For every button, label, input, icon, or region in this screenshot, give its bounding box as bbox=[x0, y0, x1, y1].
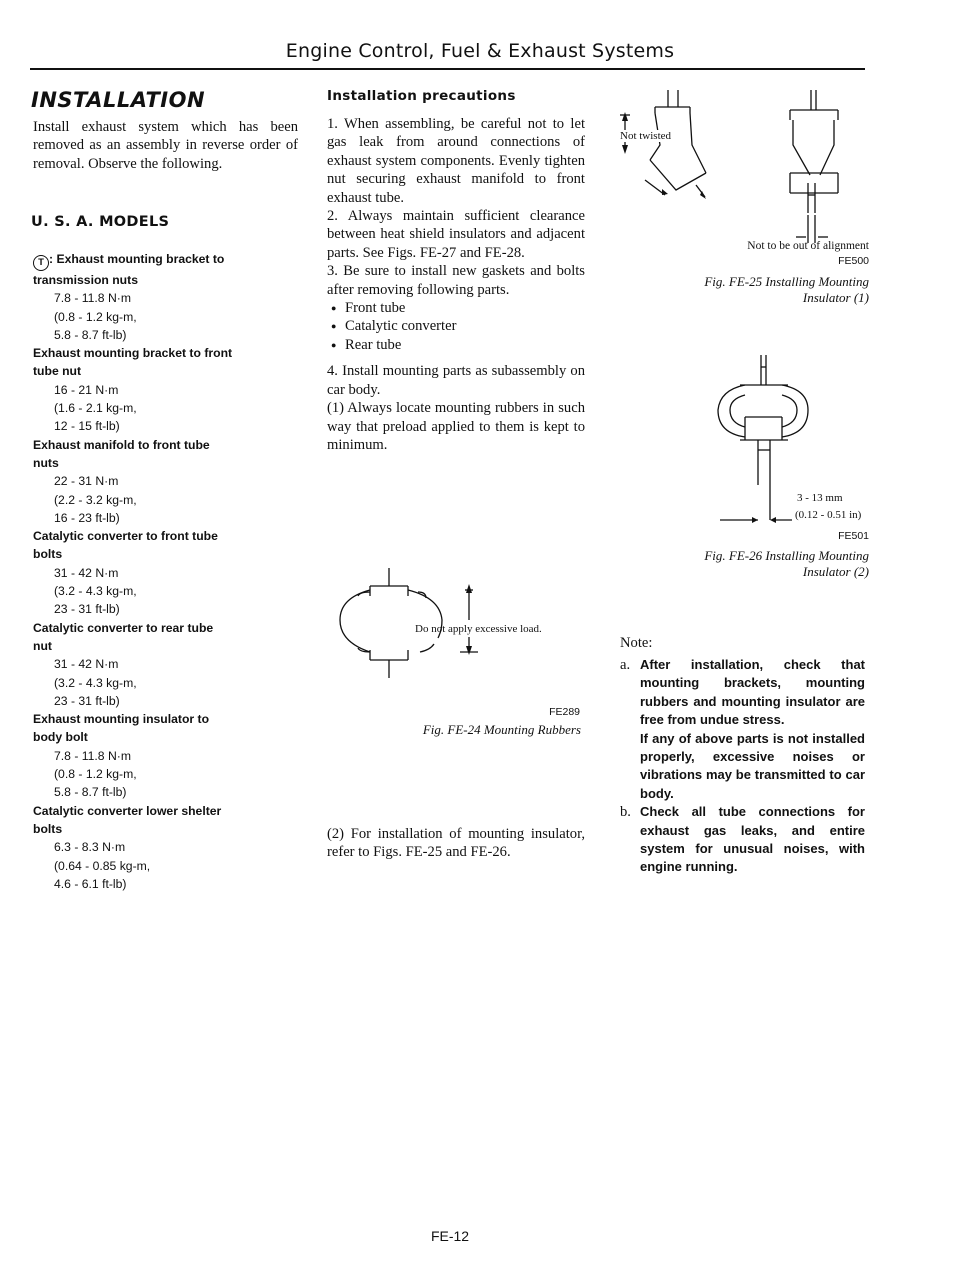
fig24-caption: Fig. FE-24 Mounting Rubbers bbox=[422, 722, 581, 737]
spec-item: Catalytic converter to front tube bolts 31 - 42 N·m (3.2 - 4.3 kg-m, 23 - 31 ft-lb) bbox=[33, 529, 218, 617]
fig25-code: FE500 bbox=[838, 255, 869, 267]
installation-heading: INSTALLATION bbox=[31, 88, 206, 112]
spec-item: Exhaust mounting bracket to front tube nut 16 - 21 N·m (1.6 - 2.1 kg-m, 12 - 15 ft-lb) bbox=[33, 346, 233, 434]
note-body bbox=[620, 656, 865, 877]
installing-mounting-insulator-1-figure bbox=[610, 85, 870, 255]
torque-wrench-icon: T bbox=[33, 255, 49, 271]
note-item-b: b. Check all tube connections for exhaust gas leaks, and entire system for unusual noises, with engine running. bbox=[620, 804, 865, 875]
fig24-excessive-load-label: Do not apply excessive load. bbox=[415, 623, 542, 635]
spec-item: Exhaust manifold to front tube nuts 22 - 31 N·m (2.2 - 3.2 kg-m, 16 - 23 ft-lb) bbox=[33, 437, 210, 525]
fig24-code: FE289 bbox=[549, 706, 580, 718]
header-rule bbox=[30, 68, 865, 70]
installation-precautions-heading: Installation precautions bbox=[327, 88, 516, 104]
installation-intro: Install exhaust system which has been removed as an assembly in reverse order of removal. Observe the following. bbox=[33, 119, 298, 172]
spec-item: Exhaust mounting insulator to body bolt 7.8 - 11.8 N·m (0.8 - 1.2 kg-m, 5.8 - 8.7 ft-lb) bbox=[33, 712, 210, 800]
fig26-dimension-mm: 3 - 13 mm bbox=[797, 492, 843, 504]
fig26-dimension-in: (0.12 - 0.51 in) bbox=[795, 509, 862, 521]
precaution-2: 2. Always maintain sufficient clearance between heat shield insulators and adjacent parts. See Figs. FE-27 and FE-28. bbox=[327, 208, 585, 261]
fig25-caption: Fig. FE-25 Installing Mounting Insulator (1) bbox=[704, 274, 869, 305]
precautions-body bbox=[327, 115, 585, 454]
usa-models-heading: U. S. A. MODELS bbox=[31, 214, 170, 230]
installing-mounting-insulator-2-figure bbox=[700, 355, 870, 525]
page-number: FE-12 bbox=[430, 1228, 470, 1244]
note-title: Note: bbox=[620, 635, 653, 651]
page-header-title: Engine Control, Fuel & Exhaust Systems bbox=[285, 40, 675, 62]
bullet-item: ● Front tube bbox=[327, 299, 585, 317]
spec-item: Catalytic converter lower shelter bolts 6.3 - 8.3 N·m (0.64 - 0.85 kg-m, 4.6 - 6.1 ft-lb) bbox=[33, 803, 222, 891]
precaution-4: 4. Install mounting parts as subassembly on car body. bbox=[327, 363, 585, 398]
precaution-1: 1. When assembling, be careful not to let gas leak from around connections of exhaust system components. Evenly tighten nut securing exhaust manifold to front exhaust tube. bbox=[327, 116, 585, 206]
spec-item: Catalytic converter to rear tube nut 31 - 42 N·m (3.2 - 4.3 kg-m, 23 - 31 ft-lb) bbox=[33, 620, 214, 708]
precaution-6: (2) For installation of mounting insulator, refer to Figs. FE-25 and FE-26. bbox=[327, 826, 585, 861]
fig26-caption: Fig. FE-26 Installing Mounting Insulator (2) bbox=[704, 548, 869, 579]
precaution-3: 3. Be sure to install new gaskets and bolts after removing following parts. bbox=[327, 263, 585, 298]
spec-item: T : Exhaust mounting bracket to transmission nuts 7.8 - 11.8 N·m (0.8 - 1.2 kg-m, 5.8 - 8.7 ft-lb) bbox=[33, 252, 225, 342]
torque-spec-list bbox=[33, 250, 303, 893]
fig25-alignment-label: Not to be out of alignment bbox=[747, 240, 869, 252]
bullet-item: ● Rear tube bbox=[327, 336, 585, 354]
precaution-5: (1) Always locate mounting rubbers in such way that preload applied to them is kept to minimum. bbox=[327, 400, 585, 453]
note-item-a: a. After installation, check that mounting brackets, mounting rubbers and mounting insulator are free from undue stress. If any of above parts is not installed properly, excessive noises or vibrations may be transmitted to car body. bbox=[620, 657, 865, 801]
bullet-item: ● Catalytic converter bbox=[327, 317, 585, 335]
fig26-code: FE501 bbox=[838, 530, 869, 542]
fig25-not-twisted-label: Not twisted bbox=[620, 130, 672, 142]
